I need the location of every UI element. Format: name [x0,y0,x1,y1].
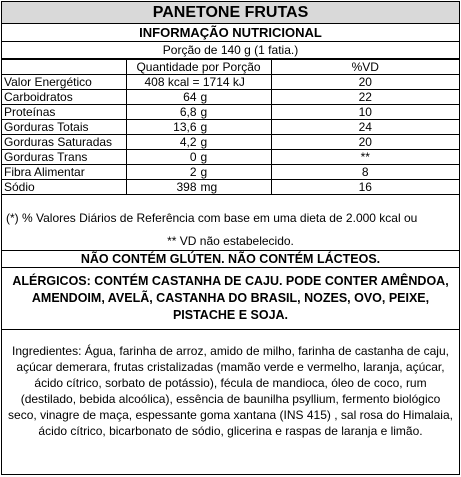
nutrient-unit: g [200,120,208,134]
nutrient-name: Valor Energético [2,75,126,90]
table-header-row [2,60,459,75]
nutrient-quantity [126,120,271,135]
nutrient-quantity [126,180,271,195]
nutrient-name: Carboidratos [2,90,126,105]
nutrient-value: 0 [189,150,197,164]
nutrient-name: Gorduras Totais [2,120,126,135]
nutrient-name: Fibra Alimentar [2,165,126,180]
allergens-notice: ALÉRGICOS: CONTÉM CASTANHA DE CAJU. PODE CONTER AMÊNDOA, AMENDOIM, AVELÃ, CASTANHA DO BRASIL, NOZES, OVO, PEIXE, PISTACHE E SOJA. [2,268,459,330]
nutrient-quantity [126,105,271,120]
nutrient-unit: mg [200,180,218,194]
nutrient-name: Proteínas [2,105,126,120]
no-vd-note: ** VD não estabelecido. [2,233,459,251]
nutrient-value: 13,6 [173,120,197,134]
nutrient-name: Gorduras Trans [2,150,126,165]
nutrient-vd: ** [271,150,459,165]
table-row [2,120,459,135]
nutrient-value: 2 [189,165,197,179]
header-quantity: Quantidade por Porção [126,60,271,75]
nutrient-value: 64 [183,90,197,104]
nutrient-value: 398 [176,180,197,194]
nutrition-heading: INFORMAÇÃO NUTRICIONAL [2,24,459,42]
table-row-energy [2,75,459,90]
nutrient-unit: g [200,105,208,119]
nutrient-vd: 22 [271,90,459,105]
nutrient-vd: 8 [271,165,459,180]
portion-size: Porção de 140 g (1 fatia.) [2,42,459,59]
nutrient-value: 6,8 [179,105,197,119]
nutrient-quantity [126,135,271,150]
nutrient-unit: g [200,90,208,104]
nutrient-vd: 20 [271,75,459,90]
nutrient-vd: 20 [271,135,459,150]
table-row [2,165,459,180]
nutrient-quantity [126,165,271,180]
gluten-lactose-notice: NÃO CONTÉM GLÚTEN. NÃO CONTÉM LÁCTEOS. [2,251,459,268]
nutrient-unit: g [200,165,208,179]
daily-value-footnote: (*) % Valores Diários de Referência com base em uma dieta de 2.000 kcal ou [6,211,418,225]
nutrient-unit: g [200,135,208,149]
nutrient-name: Sódio [2,180,126,195]
table-row [2,105,459,120]
nutrient-value: 4,2 [179,135,197,149]
ingredients-list: Ingredientes: Água, farinha de arroz, amido de milho, farinha de castanha de caju, açúcar demerara, frutas cristalizadas (mamão verde e vermelho, laranja, açúcar, ácido cítrico, sorbato de potássio), fécula de mandioca, óleo de coco, rum (destilado, bebida alcoólica), essência de baunilha psyllium, fermento biológico seco, vinagre de maça, espessante goma xantana (INS 415) , sal rosa do Himalaia, ácido cítrico, bicarbonato de sódio, glicerina e raspas de laranja e limão. [8,344,453,438]
table-row [2,135,459,150]
nutrient-quantity [126,90,271,105]
nutrition-table [2,59,459,195]
nutrient-vd: 16 [271,180,459,195]
product-title: PANETONE FRUTAS [2,2,459,24]
header-empty-cell [2,60,126,75]
nutrition-label [1,1,460,475]
nutrient-unit: g [200,150,208,164]
table-row [2,90,459,105]
nutrient-quantity [126,150,271,165]
nutrient-name: Gorduras Saturadas [2,135,126,150]
header-vd: %VD [271,60,459,75]
nutrient-quantity: 408 kcal = 1714 kJ [126,75,271,90]
table-row [2,150,459,165]
nutrient-vd: 24 [271,120,459,135]
nutrient-vd: 10 [271,105,459,120]
table-row [2,180,459,195]
